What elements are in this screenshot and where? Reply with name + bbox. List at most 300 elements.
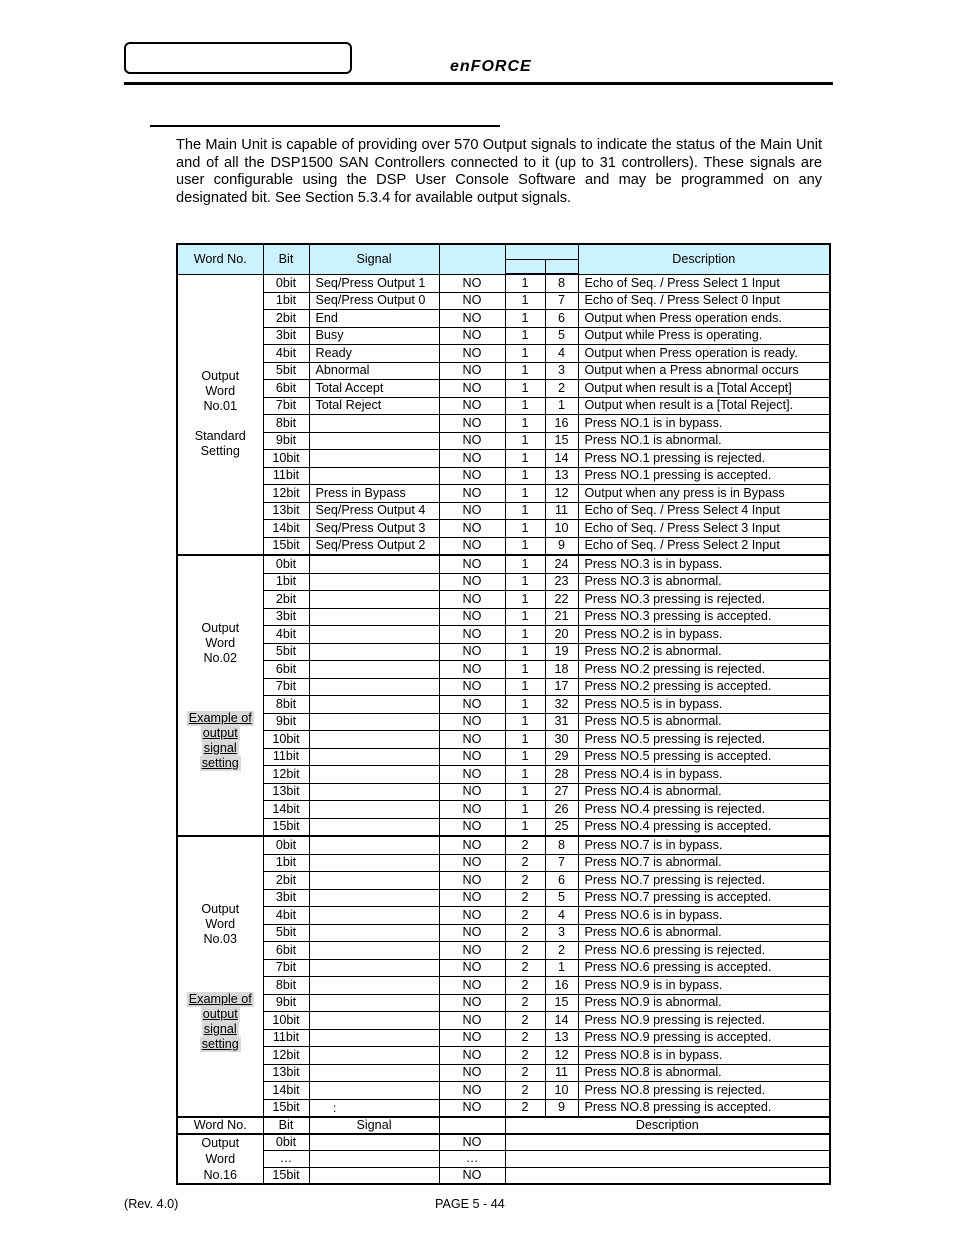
table-row bbox=[177, 327, 830, 345]
bit-cell: 3bit bbox=[263, 327, 309, 345]
table-row bbox=[177, 1099, 830, 1117]
small-header-description: Description bbox=[505, 1117, 830, 1134]
col-b-cell: 12 bbox=[545, 1047, 578, 1065]
col-b-cell: 19 bbox=[545, 643, 578, 661]
header-description: Description bbox=[578, 244, 830, 274]
table-row bbox=[177, 432, 830, 450]
col-b-cell: 31 bbox=[545, 713, 578, 731]
bit-cell: 1bit bbox=[263, 573, 309, 591]
bit-cell: 0bit bbox=[263, 274, 309, 292]
example-label-line bbox=[178, 992, 263, 1007]
description-cell: Press NO.3 pressing is accepted. bbox=[578, 608, 830, 626]
col-b-cell: 15 bbox=[545, 432, 578, 450]
example-label-line bbox=[178, 1007, 263, 1022]
description-cell: Press NO.9 pressing is rejected. bbox=[578, 1012, 830, 1030]
contact-cell: NO bbox=[439, 678, 505, 696]
colon-note: : bbox=[333, 1101, 337, 1115]
signal-cell bbox=[309, 854, 439, 872]
col-b-cell: 2 bbox=[545, 380, 578, 398]
bit-cell: 2bit bbox=[263, 591, 309, 609]
table-row bbox=[177, 713, 830, 731]
bit-cell: 5bit bbox=[263, 362, 309, 380]
description-cell: Press NO.1 is in bypass. bbox=[578, 415, 830, 433]
signal-cell bbox=[309, 1082, 439, 1100]
bit-cell: 11bit bbox=[263, 467, 309, 485]
col-a-cell: 1 bbox=[505, 626, 545, 644]
table-row bbox=[177, 415, 830, 433]
word-spacer bbox=[178, 977, 263, 992]
col-a-cell: 1 bbox=[505, 327, 545, 345]
table-row bbox=[177, 1012, 830, 1030]
bit-cell: 11bit bbox=[263, 748, 309, 766]
table-row bbox=[177, 345, 830, 363]
bit-cell: 5bit bbox=[263, 924, 309, 942]
small-word-label-line: Word bbox=[205, 1152, 236, 1166]
signal-cell bbox=[309, 907, 439, 925]
bit-cell: 14bit bbox=[263, 520, 309, 538]
col-b-cell: 16 bbox=[545, 415, 578, 433]
small-bit-cell: 0bit bbox=[263, 1134, 309, 1151]
bit-cell: 12bit bbox=[263, 1047, 309, 1065]
col-b-cell: 7 bbox=[545, 854, 578, 872]
description-cell: Output when Press operation ends. bbox=[578, 310, 830, 328]
word-label-line: Output bbox=[201, 620, 240, 635]
signal-cell: Seq/Press Output 2 bbox=[309, 537, 439, 555]
contact-cell: NO bbox=[439, 1082, 505, 1100]
signal-cell: Press in Bypass bbox=[309, 485, 439, 503]
col-a-cell: 2 bbox=[505, 1047, 545, 1065]
contact-cell: NO bbox=[439, 696, 505, 714]
col-b-cell: 11 bbox=[545, 1064, 578, 1082]
small-contact-cell: NO bbox=[439, 1167, 505, 1184]
signal-cell bbox=[309, 977, 439, 995]
col-b-cell: 5 bbox=[545, 327, 578, 345]
col-a-cell: 1 bbox=[505, 397, 545, 415]
col-b-cell: 9 bbox=[545, 1099, 578, 1117]
contact-cell: NO bbox=[439, 872, 505, 890]
col-b-cell: 22 bbox=[545, 591, 578, 609]
table-row bbox=[177, 783, 830, 801]
word-spacer bbox=[178, 414, 263, 429]
bit-cell: 13bit bbox=[263, 1064, 309, 1082]
col-a-cell: 2 bbox=[505, 959, 545, 977]
col-b-cell: 9 bbox=[545, 537, 578, 555]
small-word-cell bbox=[177, 1134, 263, 1184]
small-table-row bbox=[177, 1151, 830, 1167]
col-b-cell: 23 bbox=[545, 573, 578, 591]
signal-cell bbox=[309, 591, 439, 609]
description-cell: Press NO.5 is abnormal. bbox=[578, 713, 830, 731]
bit-cell: 7bit bbox=[263, 678, 309, 696]
signal-cell bbox=[309, 1099, 439, 1117]
word-label-line: Output bbox=[201, 369, 240, 384]
col-a-cell: 1 bbox=[505, 818, 545, 836]
description-cell: Press NO.9 is abnormal. bbox=[578, 994, 830, 1012]
bit-cell: 14bit bbox=[263, 1082, 309, 1100]
bit-cell: 9bit bbox=[263, 713, 309, 731]
table-row bbox=[177, 1029, 830, 1047]
small-bit-cell: 15bit bbox=[263, 1167, 309, 1184]
output-word-16-table bbox=[176, 1116, 831, 1185]
table-row bbox=[177, 573, 830, 591]
col-a-cell: 1 bbox=[505, 766, 545, 784]
bit-cell: 8bit bbox=[263, 696, 309, 714]
col-a-cell: 1 bbox=[505, 713, 545, 731]
description-cell: Press NO.9 is in bypass. bbox=[578, 977, 830, 995]
col-b-cell: 1 bbox=[545, 959, 578, 977]
bit-cell: 2bit bbox=[263, 872, 309, 890]
small-table-row bbox=[177, 1167, 830, 1184]
contact-cell: NO bbox=[439, 450, 505, 468]
signal-cell bbox=[309, 818, 439, 836]
table-row bbox=[177, 643, 830, 661]
header-word-no: Word No. bbox=[177, 244, 263, 274]
col-b-cell: 4 bbox=[545, 345, 578, 363]
contact-cell: NO bbox=[439, 362, 505, 380]
col-a-cell: 1 bbox=[505, 748, 545, 766]
contact-cell: NO bbox=[439, 1064, 505, 1082]
footer-page-number: PAGE 5 - 44 bbox=[435, 1197, 505, 1211]
header-rule bbox=[124, 82, 833, 85]
contact-cell: NO bbox=[439, 608, 505, 626]
description-cell: Press NO.5 pressing is rejected. bbox=[578, 731, 830, 749]
table-row bbox=[177, 537, 830, 555]
table-row bbox=[177, 889, 830, 907]
small-description-cell bbox=[505, 1134, 830, 1151]
contact-cell: NO bbox=[439, 854, 505, 872]
description-cell: Press NO.7 is abnormal. bbox=[578, 854, 830, 872]
contact-cell: NO bbox=[439, 415, 505, 433]
description-cell: Echo of Seq. / Press Select 3 Input bbox=[578, 520, 830, 538]
small-header-signal: Signal bbox=[309, 1117, 439, 1134]
description-cell: Echo of Seq. / Press Select 2 Input bbox=[578, 537, 830, 555]
col-a-cell: 1 bbox=[505, 345, 545, 363]
signal-cell bbox=[309, 696, 439, 714]
col-a-cell: 2 bbox=[505, 1012, 545, 1030]
enforce-logo: enFORCE bbox=[450, 58, 532, 75]
signal-cell bbox=[309, 643, 439, 661]
signal-cell bbox=[309, 661, 439, 679]
contact-cell: NO bbox=[439, 310, 505, 328]
col-b-cell: 3 bbox=[545, 924, 578, 942]
signal-cell bbox=[309, 678, 439, 696]
bit-cell: 15bit bbox=[263, 537, 309, 555]
col-a-cell: 1 bbox=[505, 573, 545, 591]
header-sub-2 bbox=[545, 260, 578, 275]
bit-cell: 8bit bbox=[263, 415, 309, 433]
table-row bbox=[177, 748, 830, 766]
col-a-cell: 2 bbox=[505, 854, 545, 872]
contact-cell: NO bbox=[439, 731, 505, 749]
description-cell: Press NO.8 pressing is rejected. bbox=[578, 1082, 830, 1100]
signal-cell bbox=[309, 731, 439, 749]
col-b-cell: 13 bbox=[545, 467, 578, 485]
contact-cell: NO bbox=[439, 661, 505, 679]
signal-cell bbox=[309, 994, 439, 1012]
header-bit: Bit bbox=[263, 244, 309, 274]
contact-cell: NO bbox=[439, 977, 505, 995]
contact-cell: NO bbox=[439, 994, 505, 1012]
contact-cell: NO bbox=[439, 397, 505, 415]
bit-cell: 7bit bbox=[263, 397, 309, 415]
col-b-cell: 21 bbox=[545, 608, 578, 626]
signal-cell bbox=[309, 959, 439, 977]
contact-cell: NO bbox=[439, 643, 505, 661]
col-a-cell: 1 bbox=[505, 502, 545, 520]
description-cell: Press NO.4 pressing is accepted. bbox=[578, 818, 830, 836]
signal-cell bbox=[309, 942, 439, 960]
col-b-cell: 16 bbox=[545, 977, 578, 995]
example-label-text: Example of bbox=[188, 710, 252, 725]
table-row bbox=[177, 450, 830, 468]
description-cell: Press NO.8 is in bypass. bbox=[578, 1047, 830, 1065]
description-cell: Press NO.2 is abnormal. bbox=[578, 643, 830, 661]
col-b-cell: 4 bbox=[545, 907, 578, 925]
col-a-cell: 2 bbox=[505, 1064, 545, 1082]
col-a-cell: 2 bbox=[505, 872, 545, 890]
signal-cell bbox=[309, 924, 439, 942]
table-row bbox=[177, 520, 830, 538]
description-cell: Press NO.6 pressing is rejected. bbox=[578, 942, 830, 960]
example-label-text: signal bbox=[203, 740, 237, 755]
small-header-word-no: Word No. bbox=[177, 1117, 263, 1134]
col-b-cell: 11 bbox=[545, 502, 578, 520]
col-a-cell: 2 bbox=[505, 942, 545, 960]
example-label-text: setting bbox=[201, 755, 239, 770]
col-b-cell: 7 bbox=[545, 292, 578, 310]
description-cell: Output when result is a [Total Reject]. bbox=[578, 397, 830, 415]
bit-cell: 10bit bbox=[263, 731, 309, 749]
col-b-cell: 1 bbox=[545, 397, 578, 415]
word-label-line: Word bbox=[205, 384, 236, 399]
contact-cell: NO bbox=[439, 836, 505, 854]
bit-cell: 5bit bbox=[263, 643, 309, 661]
bit-cell: 15bit bbox=[263, 818, 309, 836]
table-row bbox=[177, 818, 830, 836]
bit-cell: 12bit bbox=[263, 485, 309, 503]
table-row bbox=[177, 731, 830, 749]
description-cell: Press NO.4 is abnormal. bbox=[578, 783, 830, 801]
table-row bbox=[177, 555, 830, 573]
bit-cell: 9bit bbox=[263, 432, 309, 450]
col-a-cell: 1 bbox=[505, 643, 545, 661]
bit-cell: 10bit bbox=[263, 450, 309, 468]
contact-cell: NO bbox=[439, 1047, 505, 1065]
signal-cell bbox=[309, 713, 439, 731]
contact-cell: NO bbox=[439, 1099, 505, 1117]
word-label-line: No.01 bbox=[203, 399, 238, 414]
bit-cell: 1bit bbox=[263, 292, 309, 310]
contact-cell: NO bbox=[439, 1029, 505, 1047]
table-row bbox=[177, 661, 830, 679]
signal-cell bbox=[309, 1012, 439, 1030]
table-row bbox=[177, 836, 830, 854]
contact-cell: NO bbox=[439, 766, 505, 784]
col-a-cell: 1 bbox=[505, 380, 545, 398]
signal-cell bbox=[309, 1064, 439, 1082]
contact-cell: NO bbox=[439, 818, 505, 836]
description-cell: Press NO.5 is in bypass. bbox=[578, 696, 830, 714]
table-row bbox=[177, 942, 830, 960]
col-a-cell: 1 bbox=[505, 520, 545, 538]
small-header-blank bbox=[439, 1117, 505, 1134]
contact-cell: NO bbox=[439, 380, 505, 398]
example-label-line bbox=[178, 711, 263, 726]
word-label-line: No.02 bbox=[203, 650, 238, 665]
col-b-cell: 3 bbox=[545, 362, 578, 380]
contact-cell: NO bbox=[439, 591, 505, 609]
table-row bbox=[177, 924, 830, 942]
small-description-cell bbox=[505, 1151, 830, 1167]
table-row bbox=[177, 977, 830, 995]
word-label-line: Word bbox=[205, 635, 236, 650]
description-cell: Press NO.2 pressing is rejected. bbox=[578, 661, 830, 679]
word-cell bbox=[177, 555, 263, 836]
bit-cell: 0bit bbox=[263, 836, 309, 854]
example-label-line bbox=[178, 726, 263, 741]
col-b-cell: 26 bbox=[545, 801, 578, 819]
description-cell: Press NO.3 pressing is rejected. bbox=[578, 591, 830, 609]
contact-cell: NO bbox=[439, 274, 505, 292]
table-row bbox=[177, 766, 830, 784]
contact-cell: NO bbox=[439, 924, 505, 942]
bit-cell: 4bit bbox=[263, 907, 309, 925]
contact-cell: NO bbox=[439, 1012, 505, 1030]
small-word-label-line: Output bbox=[201, 1136, 240, 1150]
small-description-cell bbox=[505, 1167, 830, 1184]
small-table-row bbox=[177, 1134, 830, 1151]
col-a-cell: 1 bbox=[505, 591, 545, 609]
table-row bbox=[177, 608, 830, 626]
col-a-cell: 1 bbox=[505, 783, 545, 801]
example-label-text: setting bbox=[201, 1036, 239, 1051]
header-sub-1 bbox=[505, 260, 545, 275]
col-b-cell: 18 bbox=[545, 661, 578, 679]
description-cell: Press NO.3 is abnormal. bbox=[578, 573, 830, 591]
word-spacer bbox=[178, 696, 263, 711]
description-cell: Press NO.6 is abnormal. bbox=[578, 924, 830, 942]
word-cell bbox=[177, 274, 263, 555]
example-label-text: signal bbox=[203, 1021, 237, 1036]
table-row bbox=[177, 292, 830, 310]
signal-cell bbox=[309, 872, 439, 890]
table-row bbox=[177, 467, 830, 485]
description-cell: Press NO.6 is in bypass. bbox=[578, 907, 830, 925]
bit-cell: 12bit bbox=[263, 766, 309, 784]
signal-cell bbox=[309, 467, 439, 485]
col-a-cell: 1 bbox=[505, 731, 545, 749]
col-b-cell: 24 bbox=[545, 555, 578, 573]
table-row bbox=[177, 1047, 830, 1065]
bit-cell: 4bit bbox=[263, 626, 309, 644]
table-row bbox=[177, 1082, 830, 1100]
signal-cell bbox=[309, 1047, 439, 1065]
col-b-cell: 13 bbox=[545, 1029, 578, 1047]
description-cell: Press NO.1 pressing is rejected. bbox=[578, 450, 830, 468]
contact-cell: NO bbox=[439, 942, 505, 960]
signal-cell bbox=[309, 1029, 439, 1047]
table-row bbox=[177, 274, 830, 292]
col-b-cell: 20 bbox=[545, 626, 578, 644]
col-a-cell: 1 bbox=[505, 432, 545, 450]
contact-cell: NO bbox=[439, 748, 505, 766]
signal-cell bbox=[309, 889, 439, 907]
contact-cell: NO bbox=[439, 783, 505, 801]
signal-cell: Ready bbox=[309, 345, 439, 363]
word-spacer bbox=[178, 681, 263, 696]
word-spacer bbox=[178, 962, 263, 977]
col-a-cell: 1 bbox=[505, 274, 545, 292]
contact-cell: NO bbox=[439, 573, 505, 591]
col-a-cell: 2 bbox=[505, 1029, 545, 1047]
bit-cell: 0bit bbox=[263, 555, 309, 573]
bit-cell: 15bit bbox=[263, 1099, 309, 1117]
description-cell: Press NO.5 pressing is accepted. bbox=[578, 748, 830, 766]
table-row bbox=[177, 397, 830, 415]
col-a-cell: 2 bbox=[505, 924, 545, 942]
description-cell: Output when a Press abnormal occurs bbox=[578, 362, 830, 380]
intro-paragraph: The Main Unit is capable of providing over 570 Output signals to indicate the status of the Main Unit and of all the DSP1500 SAN Controllers connected to it (up to 31 controllers). These signals are user configurable using the DSP User Console Software and may be programmed on any designated bit. See Section 5.3.4 for available output signals. bbox=[176, 137, 822, 206]
col-a-cell: 2 bbox=[505, 994, 545, 1012]
bit-cell: 13bit bbox=[263, 783, 309, 801]
contact-cell: NO bbox=[439, 292, 505, 310]
small-word-label-line: No.16 bbox=[203, 1168, 238, 1182]
bit-cell: 9bit bbox=[263, 994, 309, 1012]
signal-cell: Total Accept bbox=[309, 380, 439, 398]
col-a-cell: 1 bbox=[505, 450, 545, 468]
table-row bbox=[177, 362, 830, 380]
col-a-cell: 1 bbox=[505, 362, 545, 380]
bit-cell: 6bit bbox=[263, 661, 309, 679]
word-label-line: Word bbox=[205, 916, 236, 931]
description-cell: Echo of Seq. / Press Select 1 Input bbox=[578, 274, 830, 292]
col-b-cell: 25 bbox=[545, 818, 578, 836]
description-cell: Press NO.3 is in bypass. bbox=[578, 555, 830, 573]
contact-cell: NO bbox=[439, 537, 505, 555]
contact-cell: NO bbox=[439, 345, 505, 363]
col-b-cell: 6 bbox=[545, 872, 578, 890]
description-cell: Press NO.1 pressing is accepted. bbox=[578, 467, 830, 485]
table-row bbox=[177, 959, 830, 977]
col-a-cell: 2 bbox=[505, 1082, 545, 1100]
col-b-cell: 28 bbox=[545, 766, 578, 784]
bit-cell: 14bit bbox=[263, 801, 309, 819]
contact-cell: NO bbox=[439, 432, 505, 450]
signal-cell: Abnormal bbox=[309, 362, 439, 380]
contact-cell: NO bbox=[439, 907, 505, 925]
col-a-cell: 1 bbox=[505, 537, 545, 555]
table-row bbox=[177, 502, 830, 520]
description-cell: Output when any press is in Bypass bbox=[578, 485, 830, 503]
header-blank-1 bbox=[439, 244, 505, 274]
bit-cell: 6bit bbox=[263, 380, 309, 398]
col-b-cell: 15 bbox=[545, 994, 578, 1012]
table-row bbox=[177, 696, 830, 714]
word-cell bbox=[177, 836, 263, 1117]
footer-revision: (Rev. 4.0) bbox=[124, 1197, 179, 1211]
small-header-bit: Bit bbox=[263, 1117, 309, 1134]
col-b-cell: 27 bbox=[545, 783, 578, 801]
example-label-text: output bbox=[202, 1006, 238, 1021]
bit-cell: 3bit bbox=[263, 608, 309, 626]
signal-cell: Busy bbox=[309, 327, 439, 345]
col-b-cell: 32 bbox=[545, 696, 578, 714]
bit-cell: 2bit bbox=[263, 310, 309, 328]
table-row bbox=[177, 872, 830, 890]
signal-cell: Seq/Press Output 1 bbox=[309, 274, 439, 292]
small-bit-cell: … bbox=[263, 1151, 309, 1167]
table-row bbox=[177, 380, 830, 398]
